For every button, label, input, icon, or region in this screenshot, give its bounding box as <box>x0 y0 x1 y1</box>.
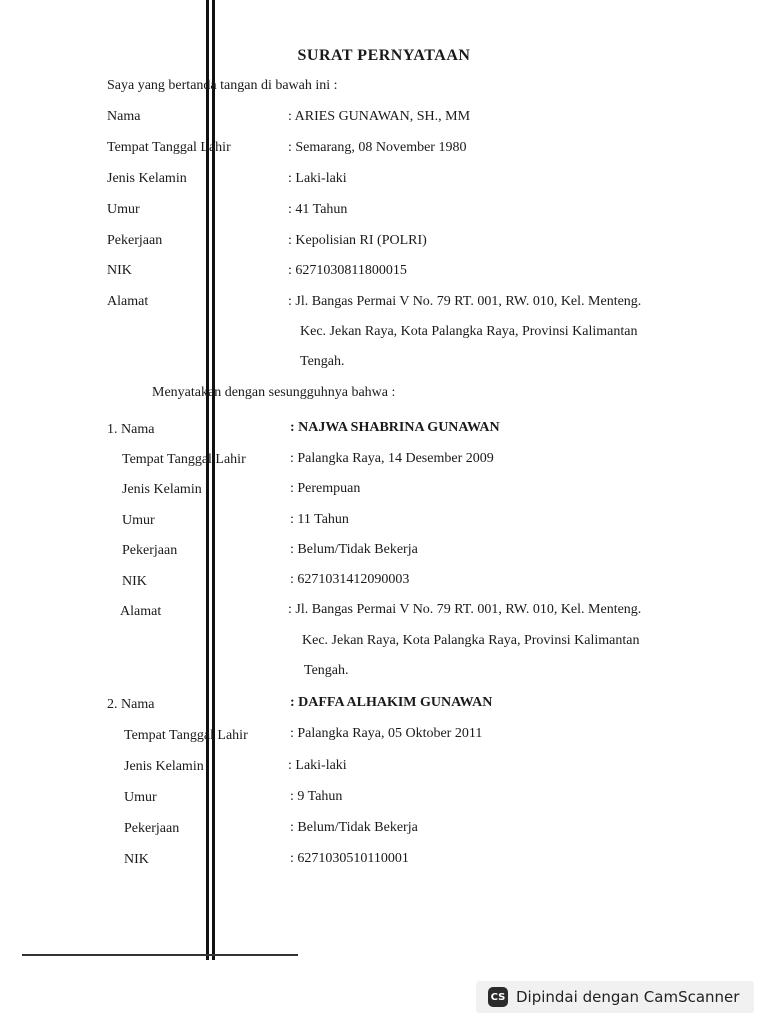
person2-name-label: 2. Nama <box>107 697 155 712</box>
declarant-name-value: : ARIES GUNAWAN, SH., MM <box>288 109 471 124</box>
declarant-job-value: : Kepolisian RI (POLRI) <box>288 233 427 248</box>
person2-birth-label: Tempat Tanggal Lahir <box>124 728 248 743</box>
person1-gender-label: Jenis Kelamin <box>122 482 202 497</box>
person1-birth-label: Tempat Tanggal Lahir <box>122 452 246 467</box>
person1-name-value: : NAJWA SHABRINA GUNAWAN <box>290 420 500 435</box>
person1-address-line-2: Kec. Jekan Raya, Kota Palangka Raya, Provinsi Kalimantan <box>302 633 640 648</box>
declarant-age-label: Umur <box>107 202 140 217</box>
person2-birth-value: : Palangka Raya, 05 Oktober 2011 <box>290 726 483 741</box>
person2-age-label: Umur <box>124 790 157 805</box>
declarant-nik-value: : 6271030811800015 <box>288 263 407 278</box>
declarant-job-label: Pekerjaan <box>107 233 163 248</box>
person1-nik-label: NIK <box>122 574 147 589</box>
fold-line <box>22 954 298 956</box>
person2-nik-label: NIK <box>124 852 149 867</box>
person1-gender-value: : Perempuan <box>290 481 361 496</box>
declarant-address-label: Alamat <box>107 294 149 309</box>
declarant-birth-value: : Semarang, 08 November 1980 <box>288 140 467 155</box>
document-title: SURAT PERNYATAAN <box>297 47 471 64</box>
declarant-nik-label: NIK <box>107 263 132 278</box>
person2-job-label: Pekerjaan <box>124 821 180 836</box>
camscanner-watermark <box>476 981 754 1013</box>
person2-gender-value: : Laki-laki <box>288 758 347 773</box>
intro-text: Saya yang bertanda tangan di bawah ini : <box>107 78 338 93</box>
person1-job-label: Pekerjaan <box>122 543 178 558</box>
declarant-address-line-3: Tengah. <box>300 354 345 369</box>
watermark-text: Dipindai dengan CamScanner <box>516 988 740 1006</box>
person2-age-value: : 9 Tahun <box>290 789 343 804</box>
declarant-name-label: Nama <box>107 109 141 124</box>
person1-address-label: Alamat <box>120 604 162 619</box>
person1-job-value: : Belum/Tidak Bekerja <box>290 542 418 557</box>
person1-address-value: : Jl. Bangas Permai V No. 79 RT. 001, RW. 010, Kel. Menteng. <box>288 602 642 617</box>
person2-gender-label: Jenis Kelamin <box>124 759 204 774</box>
person1-age-label: Umur <box>122 513 155 528</box>
declarant-address-value: : Jl. Bangas Permai V No. 79 RT. 001, RW. 010, Kel. Menteng. <box>288 294 642 309</box>
declarant-age-value: : 41 Tahun <box>288 202 348 217</box>
person2-name-value: : DAFFA ALHAKIM GUNAWAN <box>290 695 493 710</box>
person1-nik-value: : 6271031412090003 <box>290 572 410 587</box>
camscanner-logo-icon: CS <box>488 987 508 1007</box>
person1-address-line-3: Tengah. <box>304 663 349 678</box>
declarant-address-line-2: Kec. Jekan Raya, Kota Palangka Raya, Provinsi Kalimantan <box>300 324 638 339</box>
person1-birth-value: : Palangka Raya, 14 Desember 2009 <box>290 451 494 466</box>
declarant-gender-label: Jenis Kelamin <box>107 171 187 186</box>
person1-age-value: : 11 Tahun <box>290 512 349 527</box>
declarant-gender-value: : Laki-laki <box>288 171 347 186</box>
person2-nik-value: : 6271030510110001 <box>290 851 409 866</box>
person1-name-label: 1. Nama <box>107 422 155 437</box>
declarant-birth-label: Tempat Tanggal Lahir <box>107 140 231 155</box>
statement-text: Menyatakan dengan sesungguhnya bahwa : <box>152 385 396 400</box>
person2-job-value: : Belum/Tidak Bekerja <box>290 820 418 835</box>
